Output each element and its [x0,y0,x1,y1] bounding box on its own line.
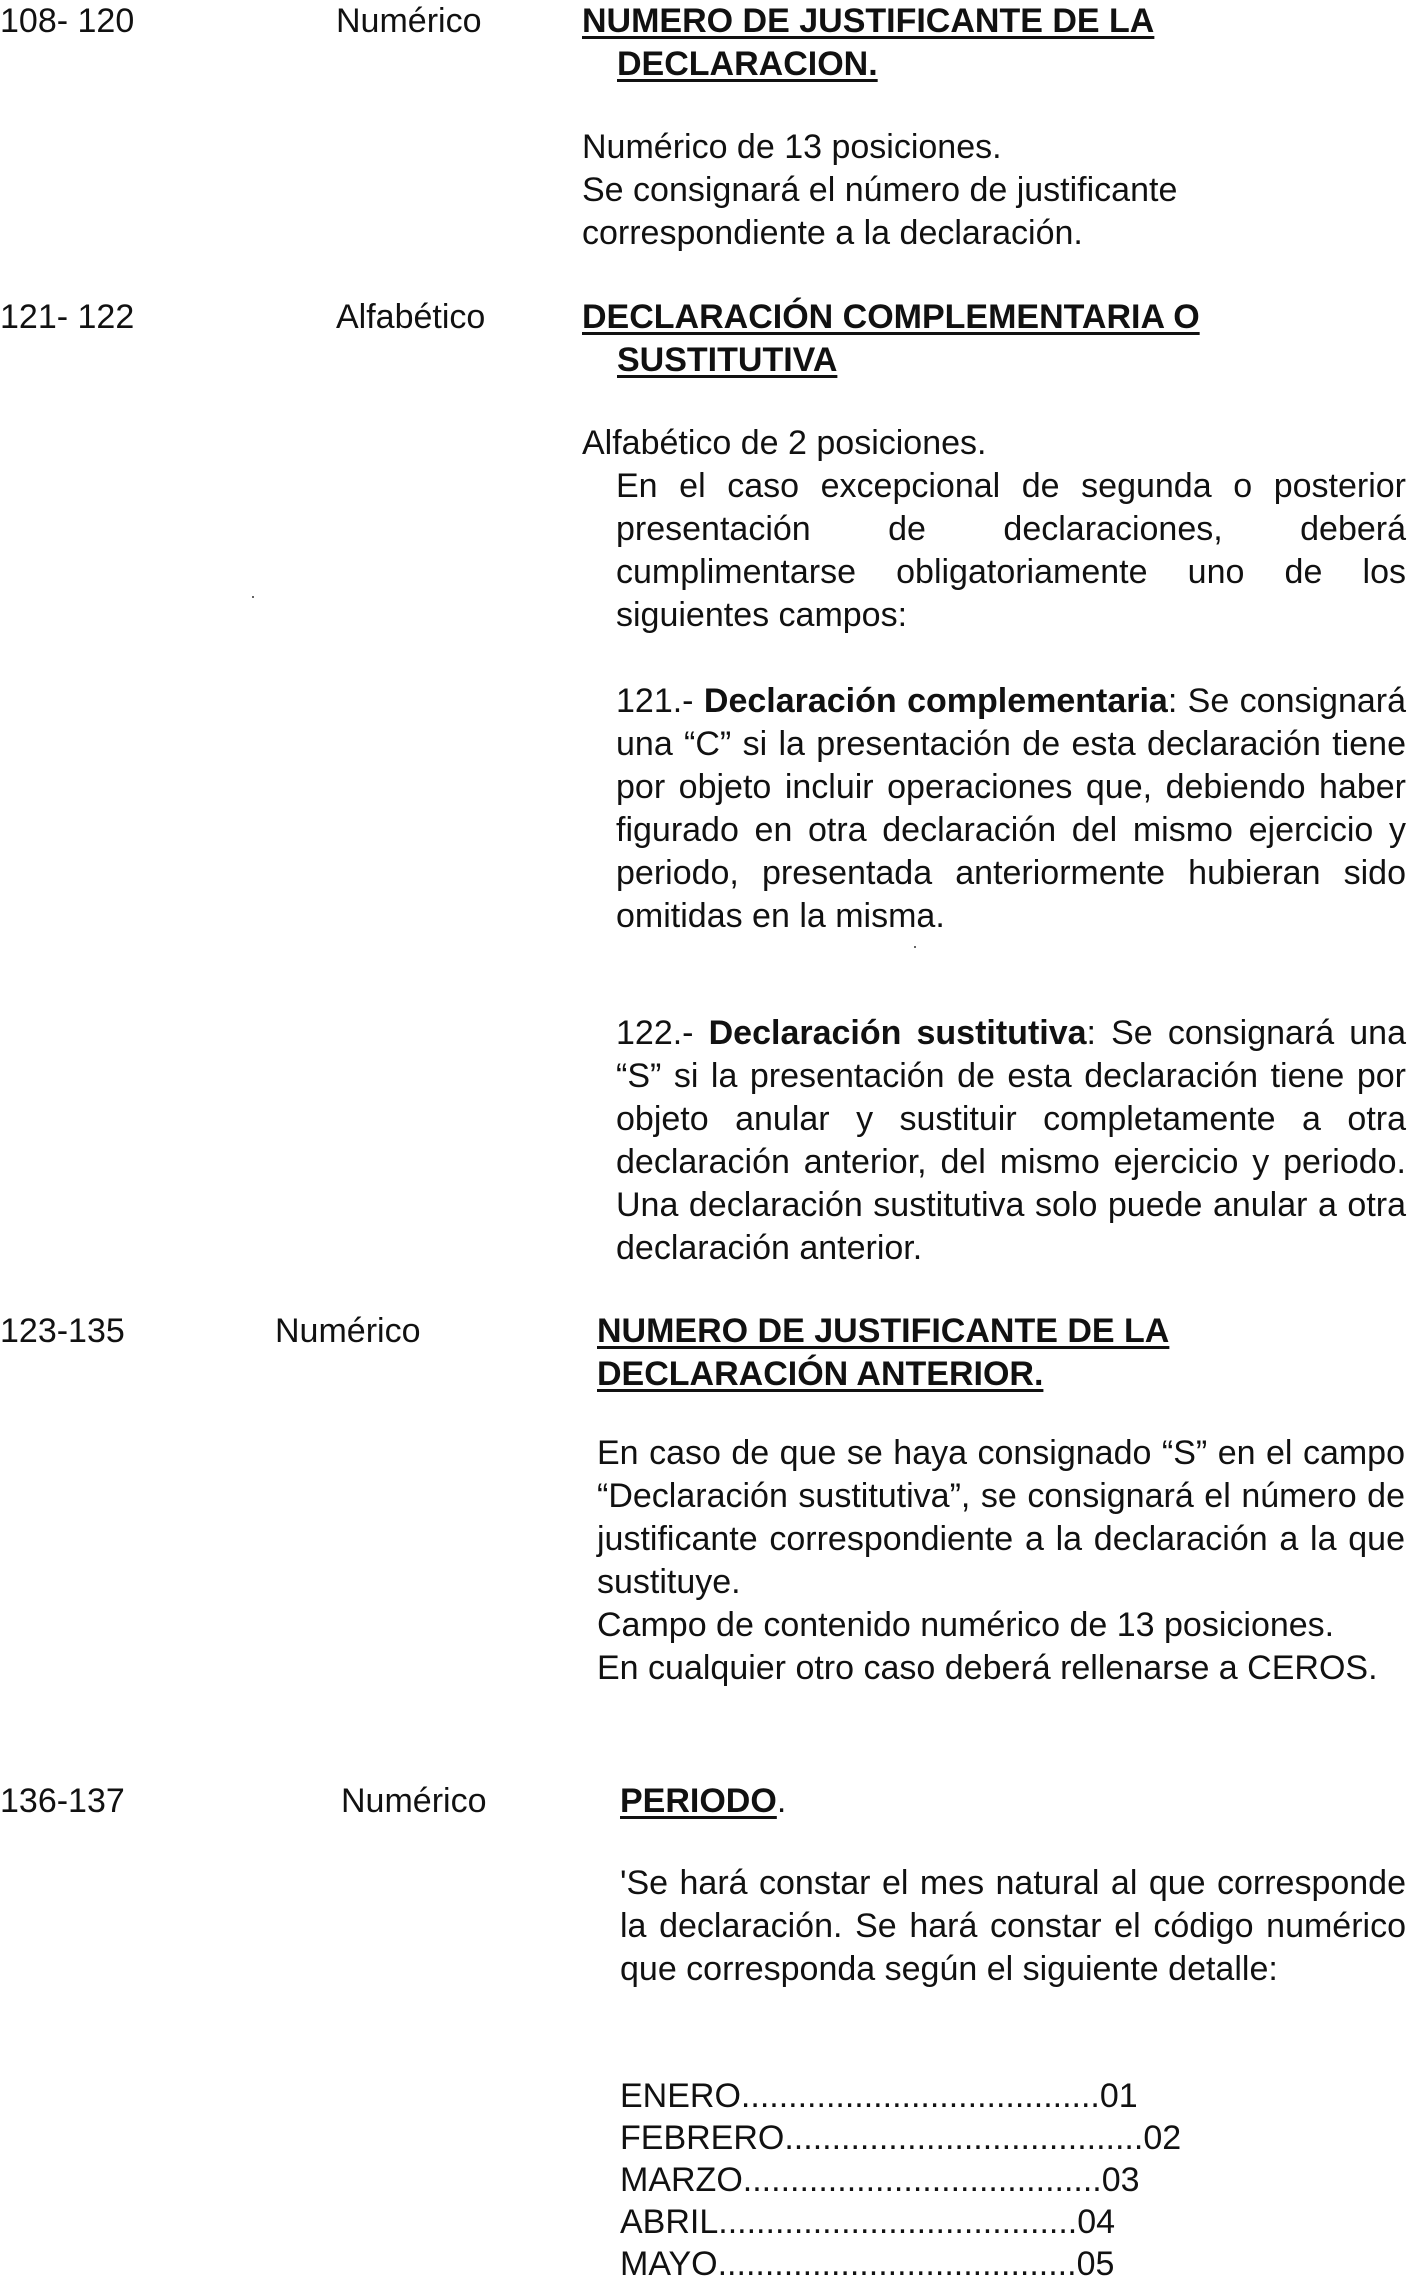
field-title-line: SUSTITUTIVA [617,341,838,379]
description-line: Se consignará el número de justificante [582,171,1178,209]
month-code: 03 [1101,2161,1140,2199]
field-title [582,0,1154,86]
field-positions: 136-137 [0,1782,125,1820]
month-row [620,2117,1182,2159]
field-type: Numérico [336,2,482,40]
field-title [597,1310,1169,1396]
description-paragraph: En cualquier otro caso deberá rellenarse a CEROS. [597,1649,1378,1687]
scan-speck [252,596,254,598]
option-complementaria [616,680,1406,938]
field-title-suffix: . [776,1782,787,1820]
field-description: 'Se hará constar el mes natural al que corresponde la declaración. Se hará constar el código numérico que corresponda según el siguiente detalle: [620,1864,1406,1988]
month-name: ENERO [620,2077,741,2115]
month-code: 01 [1099,2077,1138,2115]
month-name: ABRIL [620,2203,719,2241]
description-line: correspondiente a la declaración. [582,214,1083,252]
option-text: : Se consignará una “S” si la presentación de esta declaración tiene por objeto anular y sustituir completamente a otra declaración anterior, del mismo ejercicio y periodo. Una declaración sustitutiva solo puede anular a otra declaración anterior. [616,1014,1406,1267]
month-row [620,2159,1140,2201]
field-title-line: NUMERO DE JUSTIFICANTE DE LA [582,2,1155,40]
field-title-line: DECLARACION. [617,45,878,83]
month-code: 04 [1077,2203,1116,2241]
scan-speck [914,946,916,948]
option-number: 121.- [616,682,694,720]
field-type: Numérico [341,1782,487,1820]
field-description: Alfabético de 2 posiciones. [582,424,987,462]
option-sustitutiva [616,1012,1406,1270]
month-name: FEBRERO [620,2119,785,2157]
leader-dots: ...................................... [717,2245,1077,2283]
field-title-line: DECLARACIÓN COMPLEMENTARIA O [582,298,1200,336]
field-type: Alfabético [336,298,486,336]
month-code: 02 [1143,2119,1182,2157]
option-text: : Se consignará una “C” si la presentación de esta declaración tiene por objeto incluir operaciones que, debiendo haber figurado en otra declaración del mismo ejercicio y periodo, presentada anteriormente hubieran sido omitidas en la misma. [616,682,1406,935]
field-title-line: DECLARACIÓN ANTERIOR. [597,1355,1044,1393]
description-line: Numérico de 13 posiciones. [582,128,1002,166]
option-label: Declaración sustitutiva [708,1014,1087,1052]
field-positions: 121- 122 [0,298,135,336]
description-paragraph: En caso de que se haya consignado “S” en el campo “Declaración sustitutiva”, se consignará el número de justificante correspondiente a la declaración a la que sustituye. [597,1434,1405,1601]
option-label: Declaración complementaria [703,682,1168,720]
month-name: MAYO [620,2245,718,2283]
field-type: Numérico [275,1312,421,1350]
field-title-text: PERIODO [620,1782,777,1820]
field-intro: En el caso excepcional de segunda o posterior presentación de declaraciones, deberá cumplimentarse obligatoriamente uno de los siguientes campos: [616,467,1406,634]
field-title [582,296,1200,382]
leader-dots: ...................................... [742,2161,1102,2199]
field-title-line: NUMERO DE JUSTIFICANTE DE LA [597,1312,1170,1350]
field-description [582,126,1382,255]
month-row [620,2201,1116,2243]
month-row [620,2075,1138,2117]
field-title [620,1780,786,1823]
month-name: MARZO [620,2161,743,2199]
month-code: 05 [1076,2245,1115,2283]
month-row [620,2243,1115,2285]
leader-dots: ...................................... [718,2203,1078,2241]
leader-dots: ...................................... [784,2119,1144,2157]
field-positions: 108- 120 [0,2,135,40]
leader-dots: ...................................... [740,2077,1100,2115]
field-description [597,1432,1405,1690]
field-positions: 123-135 [0,1312,125,1350]
month-code-list [620,2075,1182,2285]
description-paragraph: Campo de contenido numérico de 13 posiciones. [597,1606,1335,1644]
option-number: 122.- [616,1014,694,1052]
